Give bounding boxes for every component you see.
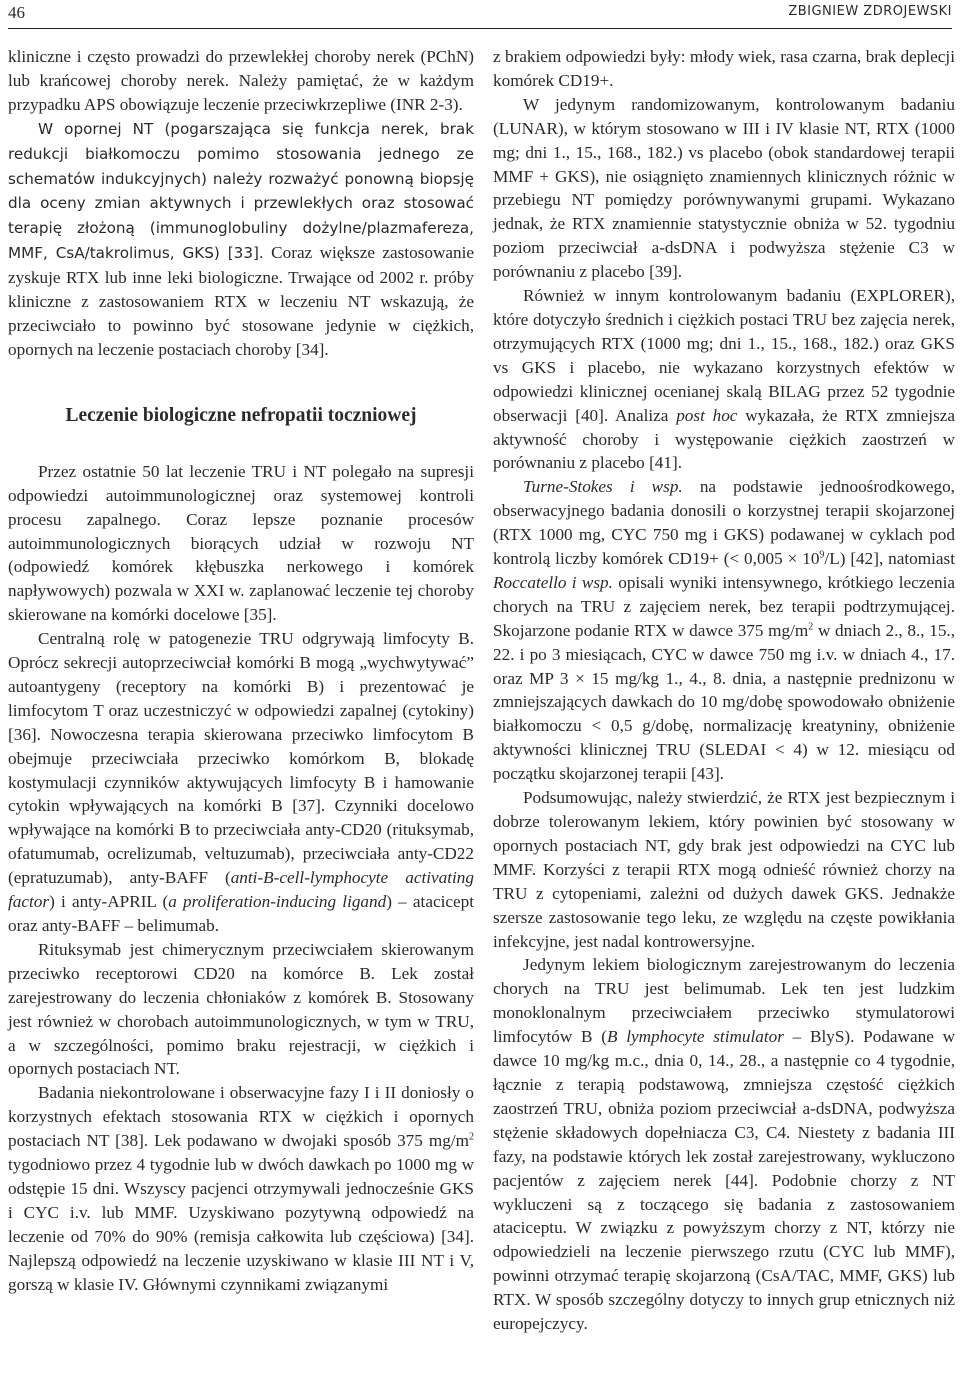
paragraph: Badania niekontrolowane i obserwacyjne fazy I i II doniosły o korzystnych efektach stosowania RTX w ciężkich i opornych postaciach NT [38]. Lek podawano w dwojaki sposób 375 $mg/m^2$ tygodniowo przez 4 tygodnie lub w dwóch dawkach po 1000 mg w odstępie 15 dni. Wszyscy pacjenci otrzymywali jednocześnie GKS i CYC i.v. lub MMF. Uzyskiwano pozytywną odpowiedź na leczenie od 70% do 90% (remisja całkowita lub częściowa) [34]. Najlepszą odpowiedź na leczenie uzyskiwano w klasie III NT i V, gorszą w klasie IV. Głównymi czynnikami związanymi: [8, 1083, 474, 1294]
paragraph: Turne-Stokes i wsp. na podstawie jednoośrodkowego, obserwacyjnego badania donosili o korzystnej terapii skojarzonej (RTX 1000 mg, CYC 750 mg i GKS) podawanej w cyklach pod kontrolą liczby komórek CD19+ (< $0,005 \times 10^9/L$) [42], natomiast Roccatello i wsp. opisali wyniki intensywnego, krótkiego leczenia chorych na TRU z zajęciem nerek, bez terapii podtrzymującej. Skojarzone podanie RTX w dawce 375 $mg/m^2$ w dniach 2., 8., 15., 22. i po 3 miesiącach, CYC w dawce 750 mg i.v. w dniach 4., 17. oraz MP 3 × 15 mg/kg 1., 4., 8. dnia, a następnie prednizonu w zmniejszających dawkach do 10 mg/dobę spowodowało obniżenie białkomoczu < 0,5 g/dobę, normalizację kreatyniny, obniżenie aktywności klinicznej TRU (SLEDAI < 4) w 12. miesiącu od początku skojarzonej terapii [43].: [493, 477, 956, 784]
page-number: 46: [8, 3, 25, 22]
paragraph: Rituksymab jest chimerycznym przeciwciałem skierowanym przeciwko receptorowi CD20 na komórce B. Lek został zarejestrowany do leczenia chłoniaków z komórek B. Stosowany jest również w chorobach autoimmunologicznych, w tym w TRU, a w szczególności, pomimo braku rejestracji, w ciężkich i opornych postaciach NT.: [8, 939, 474, 1079]
paragraph: z brakiem odpowiedzi były: młody wiek, rasa czarna, brak deplecji komórek CD19+.: [493, 47, 955, 90]
paragraph: Centralną rolę w patogenezie TRU odgrywają limfocyty B. Oprócz sekrecji autoprzeciwciał komórki B mogą „wychwytywać” autoantygeny (receptory na komórki B) i prezentować je limfocytom T oraz uczestniczyć w odpowiedzi zapalnej (cytokiny) [36]. Nowoczesna terapia skierowana przeciwko limfocytom B obejmuje przeciwciała przeciwko komórkom B, blokadę kostymulacji czynników aktywujących limfocyty B i hamowanie cytokin wpływających na komórki B [37]. Czynniki docelowo wpływające na komórki B to przeciwciała anty-CD20 (rituksymab, ofatumumab, ocrelizumab, veltuzumab), przeciwciała anty-CD22 (epratuzumab), anty-BAFF (anti-B-cell-lymphocyte activating factor) i anty-APRIL (a proliferation-inducing ligand) – atacicept oraz anty-BAFF – belimumab.: [8, 629, 474, 935]
paragraph: W jedynym randomizowanym, kontrolowanym badaniu (LUNAR), w którym stosowano w III i IV klasie NT, RTX (1000 mg; dni 1., 15., 168., 182.) vs placebo (obok standardowej terapii MMF + GKS), nie osiągnięto znamiennych klinicznych różnic w przebiegu NT pomiędzy porównywanymi grupami. Wykazano jednak, że RTX znamiennie statystycznie obniża w 52. tygodniu poziom przeciwciał a-dsDNA i podwyższa stężenie C3 w porównaniu z placebo [39].: [493, 94, 955, 282]
paragraph: Również w innym kontrolowanym badaniu (EXPLORER), które dotyczyło średnich i ciężkich postaci TRU bez zajęcia nerek, otrzymujących RTX (1000 mg; dni 1., 15., 168., 182.) oraz GKS vs GKS i placebo, nie wykazano korzystnych efektów w odpowiedzi klinicznej ocenianej skalą BILAG przez 52 tygodnie obserwacji [40]. Analiza post hoc wykazała, że RTX zmniejsza aktywność choroby i występowanie ciężkich zaostrzeń w porównaniu z placebo [41].: [493, 286, 956, 473]
left-column: [8, 45, 474, 1297]
running-author: ZBIGNIEW ZDROJEWSKI: [788, 4, 952, 19]
right-column: [493, 45, 955, 1336]
paragraph: Jedynym lekiem biologicznym zarejestrowanym do leczenia chorych na TRU jest belimumab. Lek ten jest ludzkim monoklonalnym przeciwciałem przeciwko stymulatorowi limfocytów B (B lymphocyte stimulator – BlyS). Podawane w dawce 10 mg/kg m.c., dnia 0, 14., 28., a następnie co 4 tygodnie, łącznie z terapią podstawową, zmniejsza częstość ciężkich zaostrzeń TRU, obniża poziom przeciwciał a-dsDNA, podwyższa stężenie składowych dopełniacza C3, C4. Niestety z badania III fazy, na podstawie których lek został zarejestrowany, wykluczono pacjentów z zajęciem nerek [44]. Podobnie chorzy z NT wykluczeni są z toczącego się badania z zastosowaniem ataciceptu. W związku z powyższym chorzy z NT, którzy nie odpowiedzieli na leczenie pierwszego rzutu (CYC lub MMF), powinni otrzymać terapię skojarzoną (CsA/TAC, MMF, GKS) lub RTX. W sposób szczególny dotyczy to innych grup etnicznych niż europejczycy.: [493, 955, 955, 1334]
paragraph: W opornej NT (pogarszająca się funkcja nerek, brak redukcji białkomoczu pomimo stosowania jednego ze schematów indukcyjnych) należy rozważyć ponowną biopsję dla oceny zmian aktywnych i przewlekłych oraz stosować terapię złożoną (immunoglobuliny dożylne/plazmafereza, MMF, CsA/takrolimus, GKS) [33]. Coraz większe zastosowanie zyskuje RTX lub inne leki biologiczne. Trwające od 2002 r. próby kliniczne z zastosowaniem RTX w leczeniu NT wskazują, że przeciwciało to powinno być stosowane jedynie w ciężkich, opornych na leczenie postaciach choroby [34].: [8, 119, 475, 359]
paragraph: Przez ostatnie 50 lat leczenie TRU i NT polegało na supresji odpowiedzi autoimmunologicznej oraz systemowej kontroli procesu zapalnego. Coraz lepsze poznanie procesów autoimmunologicznych biorących udział w rozwoju NT (odpowiedź komórek kłębuszka nerkowego i komórek napływowych) pozwala w XXI w. zaplanować leczenie tej choroby skierowane na komórki docelowe [35].: [8, 461, 474, 625]
paragraph: kliniczne i często prowadzi do przewlekłej choroby nerek (PChN) lub krańcowej choroby nerek. Należy pamiętać, że w każdym przypadku APS obowiązuje leczenie przeciwkrzepliwe (INR 2-3).: [8, 47, 474, 114]
section-heading: Leczenie biologiczne nefropatii toczniowej: [65, 404, 417, 426]
running-header: [8, 0, 952, 29]
paragraph: Podsumowując, należy stwierdzić, że RTX jest bezpiecznym i dobrze tolerowanym lekiem, który powinien być stosowany w opornych postaciach NT, gdy brak jest odpowiedzi na CYC lub MMF. Korzyści z terapii RTX mogą odnieść również chorzy na TRU z cytopeniami, zależni od dużych dawek GKS. Jednakże szersze zastosowanie tego leku, ze względu na częste powikłania infekcyjne, jest nadal kontrowersyjne.: [493, 788, 955, 951]
